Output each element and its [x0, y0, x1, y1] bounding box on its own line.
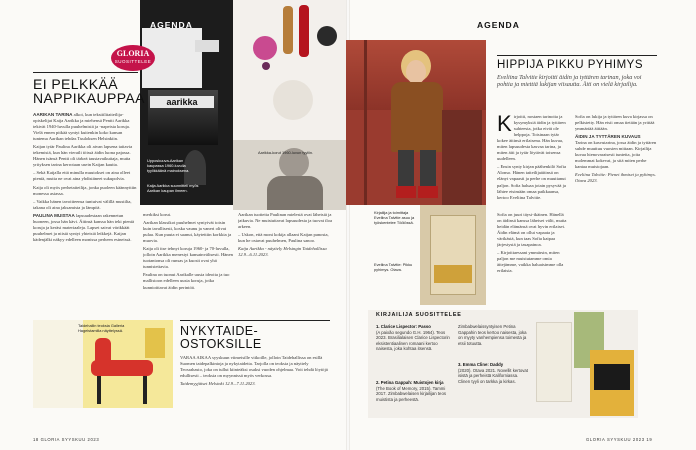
left-folio: 18 GLORIA SYYSKUU 2023 [33, 437, 100, 442]
right-headline-rule [497, 55, 657, 56]
earrings-photo [233, 0, 346, 140]
book-credit: Eveliina Talvitie: Pienet ihmiset ja pyhimys. Otava 2023. [575, 172, 656, 184]
reco-item-4: 3. Emma Cline: Daddy (2020). Otava 2021. Novellit kertovat isistä ja perheistä Kaliforniassa. Clinen tyyli on tarkka ja kirkas. [458, 362, 528, 384]
left-body-col-3 [238, 212, 334, 312]
reco-item-3: Zimbabwelaissyntyisen Petina Gappahin teos kertoo naisesta, joka on myyty vanhempiensa toimesta ja etsii totuutta. [458, 324, 527, 346]
vintage-photo-collage: aarikka [140, 0, 233, 205]
headline [33, 77, 145, 105]
paragraph: PAULINA MUISTAA lapsuudestaan rakennetun huoneen, jossa hän kävi. Äitinsä kanssa hän teki pieniä koruja ja keräsi materiaaleja. Lapset saivat värikkäät puuhelmet ja niistä syntyi yhteisiä leikkejä. Kaijan kädenjälki näkyy edelleen monissa perheen esineissä. [33, 212, 135, 242]
book-cover-photo [420, 205, 486, 305]
paragraph: Kaija oli itse tehnyt koruja 1960- ja 70-luvulla, jolloin Aarikka menestyi kansainvälisesti. Hänen tuotantonsa oli runsas ja kuosit ovat yhä tunnistettavia. [143, 246, 233, 270]
headline-2-line-1: NYKYTAIDE- [180, 324, 259, 338]
book-cover-1 [536, 322, 572, 402]
drop-cap: K [497, 114, 512, 136]
headline-rule [33, 72, 138, 73]
left-body-col-2 [143, 212, 233, 312]
paragraph: Paulina on tuonut Aarikalle uusia ideoita ja tuo mallistoon edelleen uusia koruja, jotka kunnioittavat äidin perintöä. [143, 272, 230, 290]
caption-poster: Upposkuuva-Aarikan kaupassa 1960-luvulla tyylikkäänä mainoksena. [147, 158, 190, 173]
right-body-col-3 [575, 114, 657, 310]
paragraph: AARIKAN TARINA alkoi, kun tekstiilitaiteilija-opiskelijat Kaija Aarikka ja miehensä Pentti Aarikka tekivät 1940-luvulla puuhelmistä ja -napeista koruja. Vielä ennen pitkää syntyi kuitenkin koko kansan tuntema Aarikan tehdas Tuuloksen Helsinkiin. [33, 112, 130, 142]
nyky-credit: Taidemyyjäiset Helsinki 12.9.–7.11.2023. [180, 381, 256, 387]
headline-line-1: EI PELKKÄÄ [33, 76, 118, 92]
paragraph: Aarikan tuotteita Paulinan mielestä ovat läheisiä ja jatkuvia. Ne muistuttavat lapsuudesta ja tuovat iloa arkeen. [238, 212, 333, 230]
badge-brand: GLORIA [116, 49, 150, 58]
headline-2-line-2: OSTOKSILLE [180, 336, 262, 351]
book-cover-3 [590, 350, 634, 416]
author-photo [346, 40, 486, 205]
caption-chair: Taidehallin teoksia Galleria Hagelstamilla näyttelyssä. [78, 323, 125, 333]
paragraph: merkiksi korut. [143, 212, 172, 217]
headline-line-2: NAPPIKAUPPAA [33, 90, 145, 106]
right-body-col-2 [497, 212, 569, 308]
exhibition-credit: Kaija Aarikka - näyttely Helsingin Taidehallissa 12.9.–6.11.2023. [238, 246, 327, 258]
reco-item-2: 2. Petina Gappah: Muistojen kirja (The Book of Memory, 2015). Tammi 2017. Zimbabwelaisen kirjailijan teos muistista ja perheestä. [376, 380, 446, 402]
caption-book: Eveliina Talvitie: Pikku pyhimys. Otava. [374, 262, 413, 272]
left-page [0, 0, 346, 450]
caption-portrait: Kaija Aarikka suunnitteli myös Aarikan kaupan ilmeen. [147, 183, 199, 193]
subheading: ÄIDIN JA TYTTÄREN KUVAUS [575, 134, 641, 140]
chair-photo [33, 320, 173, 408]
right-headline: HIPPIJA PIKKU PYHIMYS [497, 59, 643, 71]
paragraph: – Uskon, että moni kokija allaani Kaijan panosta, kun he ostavat puuhelmen, Paulina sanoo. [238, 232, 329, 244]
paragraph: Kaijan tytär Paulina Aarikka oli aivan lapsena taitavia tekemisiä, kun hän vieraili töissä äidin luona pajassa. Hänen isänsä Pentti oli tärkeä taustavaikuttaja, mutta yrityksen tarina kerrotaan usein Kaijan kautta. [33, 144, 133, 168]
agenda-tag: AGENDA [150, 20, 193, 30]
agenda-tag-right: AGENDA [477, 20, 520, 30]
gloria-suosittelee-badge [111, 45, 155, 71]
caption-author: Kirjailija ja toimittaja Eveliina Talvitie asuu ja työskentelee Töölössä. [374, 210, 415, 225]
headline-2 [180, 325, 262, 350]
right-deck: Eveliina Talvitie kirjoitti äidin ja tyttären tarinan, joka voi pohtia ja miettiä lukijan viisautta. Äiti on vielä kirjailija. [497, 74, 642, 89]
reco-item-1: 1. Clarice Lispector: Passo (A paixão segundo G.H. 1964). Teos 2023. Brasilialaisen Clarice Lispectorin eksistentiaalinen romaani kertoo naisesta, joka kohtaa itsensä. [376, 324, 450, 351]
paragraph: Sofia on lukija ja tyttären kuva kirjassa on pelkistetty. Hän etsii omaa tietään ja yrittää ymmärtää äitiään. [575, 114, 655, 132]
badge-sub: SUOSITTELEE [114, 59, 152, 64]
paragraph: – Sekä Kaijalla että minulla muutokset on aina olleet pieniä, mutta ne ovat aina yhdistäneet sukupolvia. [33, 170, 131, 182]
nyky-body [180, 355, 330, 407]
paragraph: Tarina on kasvutarina, jossa äidin ja tyttären suhde muuttuu vuosien mittaan. Kirjailija kuvaa hienovaraisesti tunteita, joita molemmat kokevat, ja sitä miten perhe kantaa muistojaan. [575, 140, 657, 170]
headline2-rule [180, 320, 330, 321]
paragraph: – Vaikka hänen tavoitteensa tuntuivat välillä mustilta, takana oli aina jaksamista ja lämpöä. [33, 198, 132, 210]
paragraph: Kirjoitti, nostaen tarinoita ja kysymyksiä äidin ja tyttären suhteesta, jotka eivät ole helppoja. Toisinaan tytär kokee äitinsä erilaisena. Hän kuvaa, miten lapsuudesta kasvaa tarina, ja miten äiti ja tytär löytävät toisensa uudelleen. [497, 114, 566, 162]
paragraph: Aarikan klassikot puuhelmet syntyivät toisin kuin tavallisesti, koska vaunu ja vaneri olivat pulaa. Kun puuta ei saanut, käytettiin korkkia ja muovia. [143, 220, 232, 244]
nyky-paragraph: VARAA AIKAA syyskuun viimeisille viikoille, jolloin Taidehallissa on esillä Suomen taidepalkintoja ja nykytaidetta. Tarjolla on teoksia ja näyttely Teosrahasto, joka on tullut kiinteäksi osaksi vuoden ohjelmaa. Voit tehdä löytöjä edullisesti – teoksia on myynnissä myös verkossa. [180, 355, 328, 379]
caption-earrings: Aarikka-korut 1960-luvun tyyliin. [258, 150, 314, 155]
paragraph: – Ensin synty kirjan päähenkilö Sofia Alonso. Hänen taiteilijaäitinsä on elänyt vapaasti ja perhe on muuttanut paljon. Sofia haluaa jotain pysyvää ja lähtee etsimään omaa paikkaansa, kertoo Eveliina Talvitie. [497, 164, 567, 200]
recommendations-title: KIRJAILIJA SUOSITTELEE [376, 312, 462, 318]
paragraph: Kaija oli myös perhetaiteilija, jonka puoleen käännyttiin monessa asiassa. [33, 184, 137, 196]
paragraph: Sofia on juuri täysi-ikäinen. Hänellä on äidinsä kanssa läheiset välit, mutta heidän elämänsä ovat hyvin erilaiset. Äidin elämä on ollut vapaata ja värikästä, kun taas Sofia kaipaa järjestystä ja tasapainoa. [497, 212, 567, 248]
right-folio: GLORIA SYYSKUU 2023 19 [586, 437, 653, 442]
paragraph: – Kirjoittaessani ymmärsin, miten paljon me muistutamme omia äitejämme, vaikka haluaisimme olla erilaisia. [497, 250, 564, 274]
